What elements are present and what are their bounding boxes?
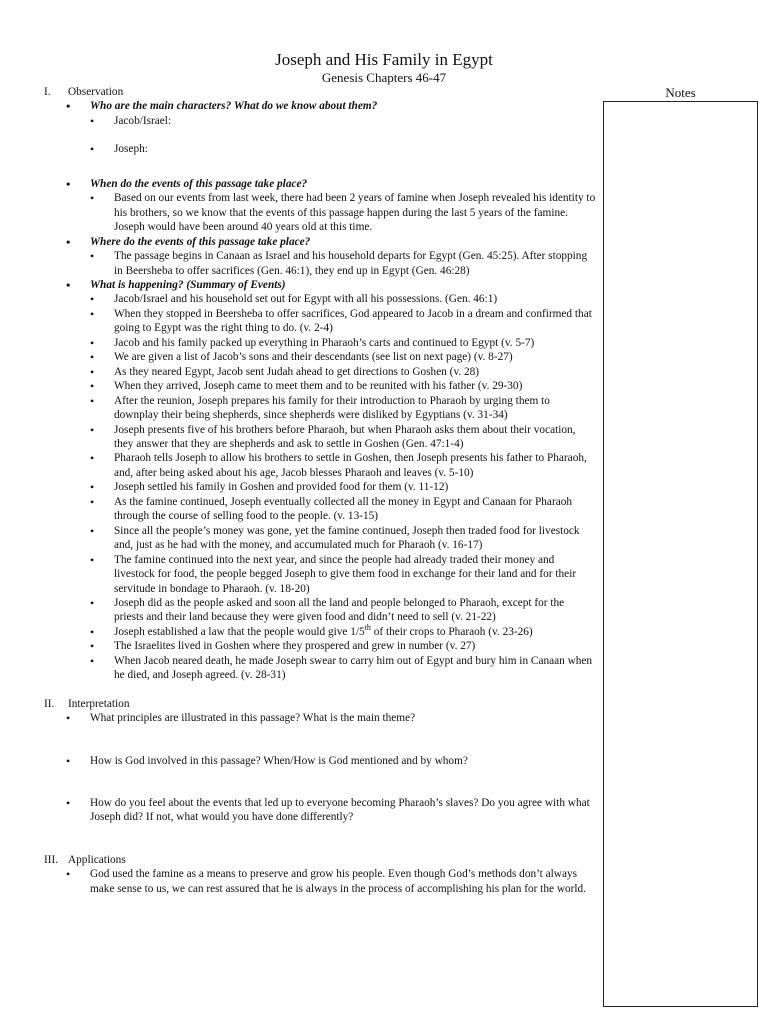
event-item: • Joseph presents five of his brothers before Pharaoh, but when Pharaoh asks them about their vocation, they answer that they are shepherds and ask to settle in Goshen (Gen. 47:1-4) [44, 423, 596, 452]
notes-label: Notes [665, 85, 696, 100]
section-numeral: I. [44, 86, 51, 98]
question-what: • What is happening? (Summary of Events) [44, 278, 596, 292]
question-feelings: • How do you feel about the events that led up to everyone becoming Pharaoh’s slaves? Do you agree with what Joseph did? If not, what would you have done differently? [44, 796, 596, 825]
event-item: • When Jacob neared death, he made Joseph swear to carry him out of Egypt and bury him in Canaan when he died, and Joseph agreed. (v. 28-31) [44, 654, 596, 683]
section-applications [44, 853, 596, 867]
answer-when: • Based on our events from last week, there had been 2 years of famine when Joseph revealed his identity to his brothers, so we know that the events of this passage happen during the last 5 years of the famine. Joseph would have been around 40 years old at this time. [44, 191, 596, 234]
question-principles: • What principles are illustrated in this passage? What is the main theme? [44, 711, 596, 725]
page-title: Joseph and His Family in Egypt [275, 50, 493, 69]
event-item [44, 625, 596, 639]
event-item: • Joseph did as the people asked and soon all the land and people belonged to Pharaoh, except for the priests and their land because they were given food and didn’t need to sell (v. 21-22) [44, 596, 596, 625]
section-numeral: II. [44, 697, 55, 710]
event-item: • Jacob/Israel and his household set out for Egypt with all his possessions. (Gen. 46:1) [44, 292, 596, 306]
section-heading: Observation [68, 86, 124, 98]
question-where: • Where do the events of this passage take place? [44, 235, 596, 249]
question-when: • When do the events of this passage take place? [44, 177, 596, 191]
event-item: • As the famine continued, Joseph eventually collected all the money in Egypt and Canaan for Pharaoh through the course of selling food to the people. (v. 13-15) [44, 495, 596, 524]
question-main-characters: • Who are the main characters? What do we know about them? [44, 99, 596, 113]
page-subtitle: Genesis Chapters 46-47 [321, 70, 447, 85]
character-jacob: • Jacob/Israel: [44, 114, 596, 128]
event-item: • Joseph settled his family in Goshen and provided food for them (v. 11-12) [44, 480, 596, 494]
event-item: • As they neared Egypt, Jacob sent Judah ahead to get directions to Goshen (v. 28) [44, 365, 596, 379]
event-item: • After the reunion, Joseph prepares his family for their introduction to Pharaoh by urging them to downplay their being shepherds, since shepherds were disliked by Egyptians (v. 31-34) [44, 394, 596, 423]
event-text: Joseph established a law that the people would give 1/5 [114, 625, 365, 638]
event-item: • When they stopped in Beersheba to offer sacrifices, God appeared to Jacob in a dream and confirmed that going to Egypt was the right thing to do. (v. 2-4) [44, 307, 596, 336]
notes-box [603, 101, 758, 1007]
event-item: • We are given a list of Jacob’s sons and their descendants (see list on next page) (v. 8-27) [44, 350, 596, 364]
section-interpretation [44, 697, 596, 711]
event-item: • Pharaoh tells Joseph to allow his brothers to settle in Goshen, then Joseph presents his father to Pharaoh, and, after being asked about his age, Jacob blesses Pharaoh and leaves (v. 5-10) [44, 451, 596, 480]
question-god-involved: • How is God involved in this passage? When/How is God mentioned and by whom? [44, 754, 596, 768]
event-item: • Since all the people’s money was gone, yet the famine continued, Joseph then traded food for livestock and, just as he had with the money, and accumulated much for Pharaoh (v. 16-17) [44, 524, 596, 553]
event-item: • Jacob and his family packed up everything in Pharaoh’s carts and continued to Egypt (v. 5-7) [44, 336, 596, 350]
answer-where: • The passage begins in Canaan as Israel and his household departs for Egypt (Gen. 45:25). After stopping in Beersheba to offer sacrifices (Gen. 46:1), they end up in Egypt (Gen. 46:28) [44, 249, 596, 278]
section-heading: Interpretation [68, 697, 130, 710]
event-item: • When they arrived, Joseph came to meet them and to be reunited with his father (v. 29-30) [44, 379, 596, 393]
application-item: • God used the famine as a means to preserve and grow his people. Even though God’s methods don’t always make sense to us, we can rest assured that he is always in the process of accomplishing his plan for the world. [44, 867, 596, 896]
event-item: • The famine continued into the next year, and since the people had already traded their money and livestock for food, the people begged Joseph to give them food in exchange for their land and for their servitude in bondage to Pharaoh. (v. 18-20) [44, 553, 596, 596]
worksheet-content [44, 85, 596, 896]
section-numeral: III. [44, 853, 59, 866]
event-item: • The Israelites lived in Goshen where they prospered and grew in number (v. 27) [44, 639, 596, 653]
superscript: th [364, 623, 371, 633]
section-observation [44, 85, 596, 99]
event-text: of their crops to Pharaoh (v. 23-26) [370, 625, 533, 638]
section-heading: Applications [68, 853, 126, 866]
character-joseph: • Joseph: [44, 142, 596, 156]
